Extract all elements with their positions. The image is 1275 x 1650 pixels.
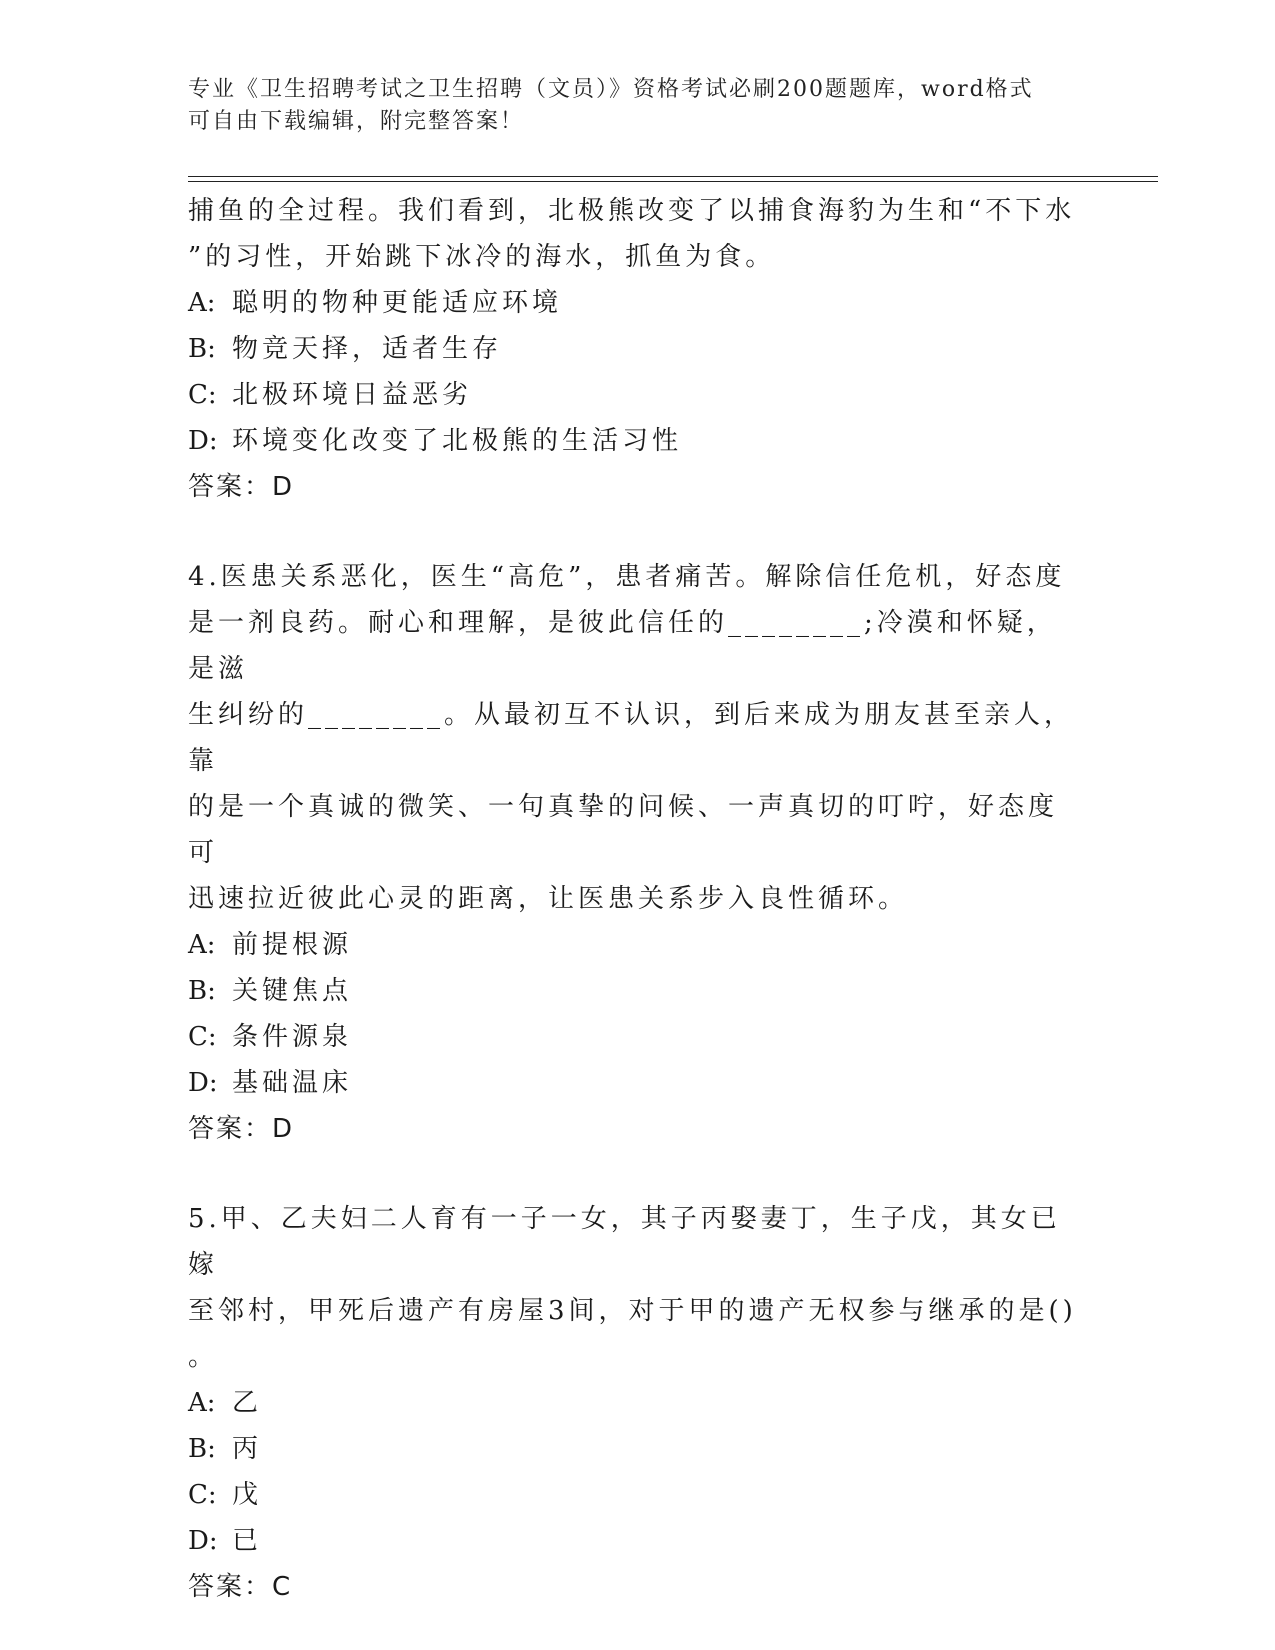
option-letter: C: [188,1022,217,1052]
question-3-text-line-1: 捕鱼的全过程。我们看到，北极熊改变了以捕食海豹为生和“不下水 [188,196,1076,226]
option-text: 戊 [232,1480,263,1510]
option-letter: D: [188,426,218,456]
option-text: 乙 [232,1388,263,1418]
question-3-option-b [188,326,1078,372]
header-rule-top [188,176,1158,177]
option-text: 丙 [232,1434,263,1464]
option-letter: B: [188,1434,216,1464]
option-letter: D: [188,1068,218,1098]
question-5 [188,1196,1078,1610]
option-text: 条件源泉 [232,1022,353,1052]
header-rule-bottom [188,181,1158,182]
option-letter: A: [188,288,216,318]
document-body [188,188,1078,1610]
spacer [188,510,1078,554]
option-text: 基础温床 [232,1068,353,1098]
question-3 [188,188,1078,510]
option-text: 关键焦点 [232,976,353,1006]
option-text: 已 [232,1526,263,1556]
option-text: 北极环境日益恶劣 [232,380,473,410]
question-4-option-d [188,1060,1078,1106]
option-text: 前提根源 [232,930,353,960]
question-3-option-c [188,372,1078,418]
option-letter: B: [188,976,216,1006]
header-title-line-2: 可自由下载编辑，附完整答案！ [188,109,525,134]
option-letter: B: [188,334,216,364]
option-letter: A: [188,1388,216,1418]
question-4-text-line-4: 的是一个真诚的微笑、一句真挚的问候、一声真切的叮咛，好态度可 [188,792,1059,868]
option-letter: C: [188,1480,217,1510]
option-text: 聪明的物种更能适应环境 [232,288,563,318]
option-letter: C: [188,380,217,410]
question-5-text-line-2: 至邻村，甲死后遗产有房屋3间，对于甲的遗产无权参与继承的是() [188,1296,1077,1326]
question-5-answer: 答案：C [188,1572,293,1602]
option-text: 环境变化改变了北极熊的生活习性 [232,426,683,456]
question-4-text-line-5: 迅速拉近彼此心灵的距离，让医患关系步入良性循环。 [188,884,909,914]
question-4-answer: 答案：D [188,1114,295,1144]
question-4 [188,554,1078,1152]
option-letter: D: [188,1526,218,1556]
question-5-option-b [188,1426,1078,1472]
option-text: 物竞天择，适者生存 [232,334,503,364]
question-3-option-d [188,418,1078,464]
question-5-option-a [188,1380,1078,1426]
document-header [188,74,1078,138]
question-4-option-b [188,968,1078,1014]
option-letter: A: [188,930,216,960]
question-4-text-line-2: 是一剂良药。耐心和理解，是彼此信任的________;冷漠和怀疑，是滋 [188,608,1057,684]
question-5-option-d [188,1518,1078,1564]
header-title-line-1: 专业《卫生招聘考试之卫生招聘（文员）》资格考试必刷200题题库，word格式 [188,77,1034,102]
question-5-text-line-3: 。 [188,1342,219,1372]
question-3-answer: 答案：D [188,472,295,502]
question-4-text-line-1: 4.医患关系恶化，医生“高危”，患者痛苦。解除信任危机，好态度 [188,562,1066,592]
question-4-option-a [188,922,1078,968]
question-5-text-line-1: 5.甲、乙夫妇二人育有一子一女，其子丙娶妻丁，生子戊，其女已嫁 [188,1204,1061,1280]
spacer [188,1152,1078,1196]
question-3-text-line-2: ”的习性，开始跳下冰冷的海水，抓鱼为食。 [188,242,776,272]
question-5-option-c [188,1472,1078,1518]
question-3-option-a [188,280,1078,326]
question-4-option-c [188,1014,1078,1060]
question-4-text-line-3: 生纠纷的________。从最初互不认识，到后来成为朋友甚至亲人，靠 [188,700,1075,776]
